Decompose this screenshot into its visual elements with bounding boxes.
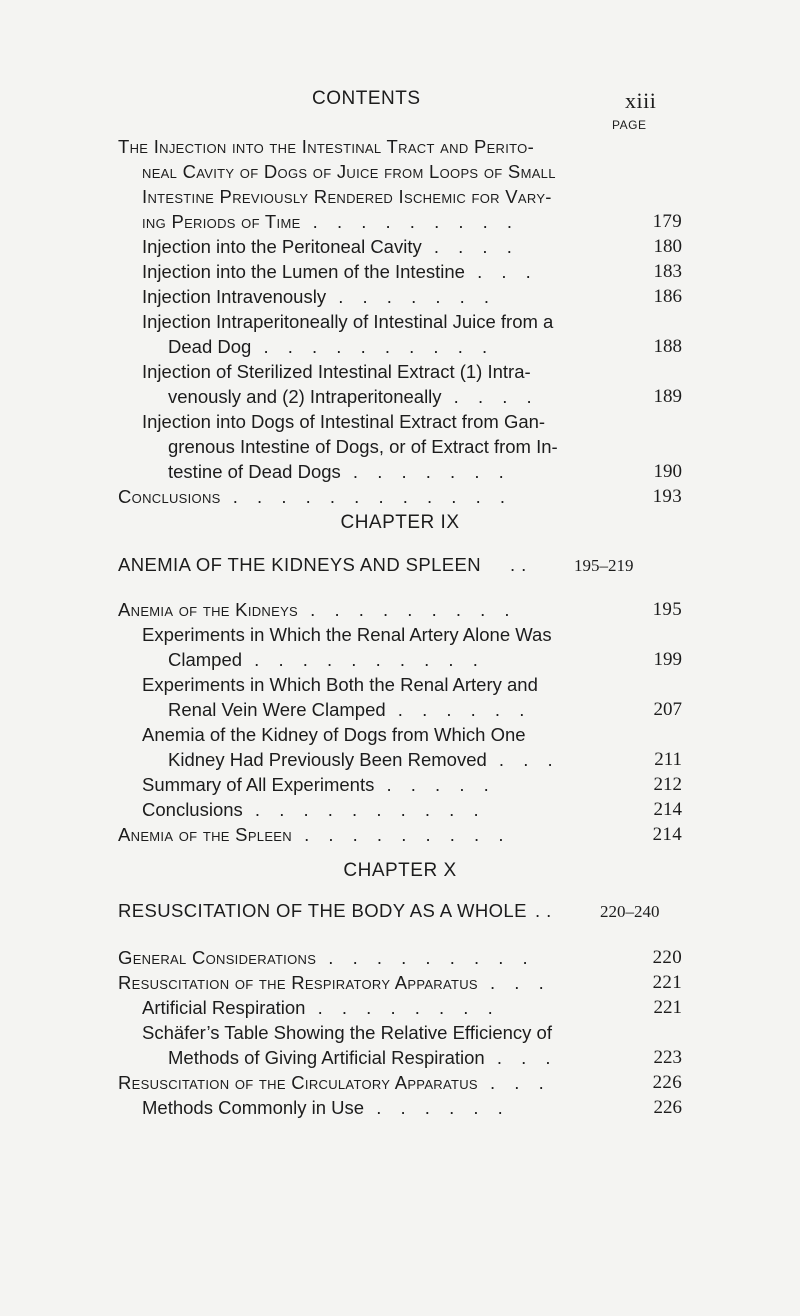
- toc-entry: Experiments in Which the Renal Artery Alone Was: [142, 624, 552, 645]
- toc-entry: grenous Intestine of Dogs, or of Extract from In-: [168, 436, 558, 457]
- toc-entry: venously and (2) Intraperitoneally . . . . 189: [168, 384, 682, 410]
- toc-entry: Dead Dog . . . . . . . . . . 188: [168, 334, 682, 360]
- toc-entry: Schäfer’s Table Showing the Relative Efficiency of: [142, 1022, 552, 1043]
- chapter-ix-heading: CHAPTER IX: [340, 512, 460, 533]
- toc-entry: Injection Intraperitoneally of Intestinal Juice from a: [142, 311, 554, 332]
- chapter-x-heading: CHAPTER X: [343, 860, 457, 881]
- toc-entry: Kidney Had Previously Been Removed . . . 211: [168, 747, 682, 773]
- toc-page-number: 183: [653, 261, 682, 282]
- toc-page-number: 190: [653, 461, 682, 482]
- toc-entry: testine of Dead Dogs . . . . . . . 190: [168, 459, 682, 485]
- toc-entry: Injection into the Lumen of the Intestine . . . 183: [142, 259, 682, 285]
- toc-entry: Anemia of the Kidney of Dogs from Which One: [142, 724, 526, 745]
- toc-page-number: 221: [653, 997, 682, 1018]
- chapter-ix-title: ANEMIA OF THE KIDNEYS AND SPLEEN: [118, 554, 482, 575]
- toc-page-number: 207: [653, 699, 682, 720]
- toc-entry: Resuscitation of the Circulatory Apparatus . . . 226: [118, 1070, 682, 1096]
- running-head-title: CONTENTS: [312, 88, 421, 109]
- chapter-x-page-range: 220–240: [600, 902, 660, 921]
- toc-page-number: 214: [652, 824, 682, 845]
- toc-page-number: 179: [652, 211, 682, 232]
- toc-entry: Injection of Sterilized Intestinal Extract (1) Intra-: [142, 361, 531, 382]
- chapter-ix-page-range: 195–219: [574, 556, 634, 575]
- toc-page-number: 220: [652, 947, 682, 968]
- toc-entry: Methods of Giving Artificial Respiration . . . 223: [168, 1045, 682, 1071]
- toc-page-number: 214: [653, 799, 682, 820]
- toc-entry: Injection Intravenously . . . . . . . 186: [142, 284, 682, 310]
- page-number: xiii: [625, 88, 657, 113]
- toc-entry: Artificial Respiration . . . . . . . . 221: [142, 995, 682, 1021]
- toc-page-number: 193: [652, 486, 682, 507]
- page-column-label: PAGE: [612, 118, 647, 132]
- toc-page-number: 189: [653, 386, 682, 407]
- chapter-ix-leader: . .: [510, 554, 527, 575]
- toc-entry: Resuscitation of the Respiratory Apparatus . . . 221: [118, 970, 682, 996]
- toc-entry: Renal Vein Were Clamped . . . . . . 207: [168, 697, 682, 723]
- toc-entry: Experiments in Which Both the Renal Artery and: [142, 674, 538, 695]
- chapter-x-title: RESUSCITATION OF THE BODY AS A WHOLE: [118, 900, 527, 921]
- running-head: [0, 88, 800, 114]
- toc-page-number: 226: [652, 1072, 682, 1093]
- toc-page-number: 221: [652, 972, 682, 993]
- toc-entry: General Considerations . . . . . . . . . 220: [118, 945, 682, 971]
- toc-entry: Injection into Dogs of Intestinal Extract from Gan-: [142, 411, 546, 432]
- toc-page-number: 180: [653, 236, 682, 257]
- toc-entry: Summary of All Experiments . . . . . 212: [142, 772, 682, 798]
- toc-entry: ing Periods of Time . . . . . . . . . 179: [142, 209, 682, 235]
- toc-page-number: 195: [652, 599, 682, 620]
- toc-entry: Anemia of the Spleen . . . . . . . . . 214: [118, 822, 682, 848]
- toc-entry: The Injection into the Intestinal Tract and Perito-: [118, 136, 535, 157]
- toc-entry: Clamped . . . . . . . . . . 199: [168, 647, 682, 673]
- toc-entry: Intestine Previously Rendered Ischemic for Vary-: [142, 186, 552, 207]
- toc-entry: Injection into the Peritoneal Cavity . . . . 180: [142, 234, 682, 260]
- toc-page-number: 223: [653, 1047, 682, 1068]
- toc-entry: Conclusions . . . . . . . . . . 214: [142, 797, 682, 823]
- toc-page-number: 212: [653, 774, 682, 795]
- chapter-x-leader: . .: [535, 900, 552, 921]
- toc-page-number: 188: [653, 336, 682, 357]
- toc-entry: Anemia of the Kidneys . . . . . . . . . 195: [118, 597, 682, 623]
- toc-entry: Conclusions . . . . . . . . . . . . 193: [118, 484, 682, 510]
- toc-entry: Methods Commonly in Use . . . . . . 226: [142, 1095, 682, 1121]
- toc-page-number: 199: [653, 649, 682, 670]
- toc-entry: neal Cavity of Dogs of Juice from Loops of Small: [142, 161, 556, 182]
- toc-page-number: 186: [653, 286, 682, 307]
- toc-page-number: 226: [653, 1097, 682, 1118]
- toc-page-number: 211: [654, 749, 682, 770]
